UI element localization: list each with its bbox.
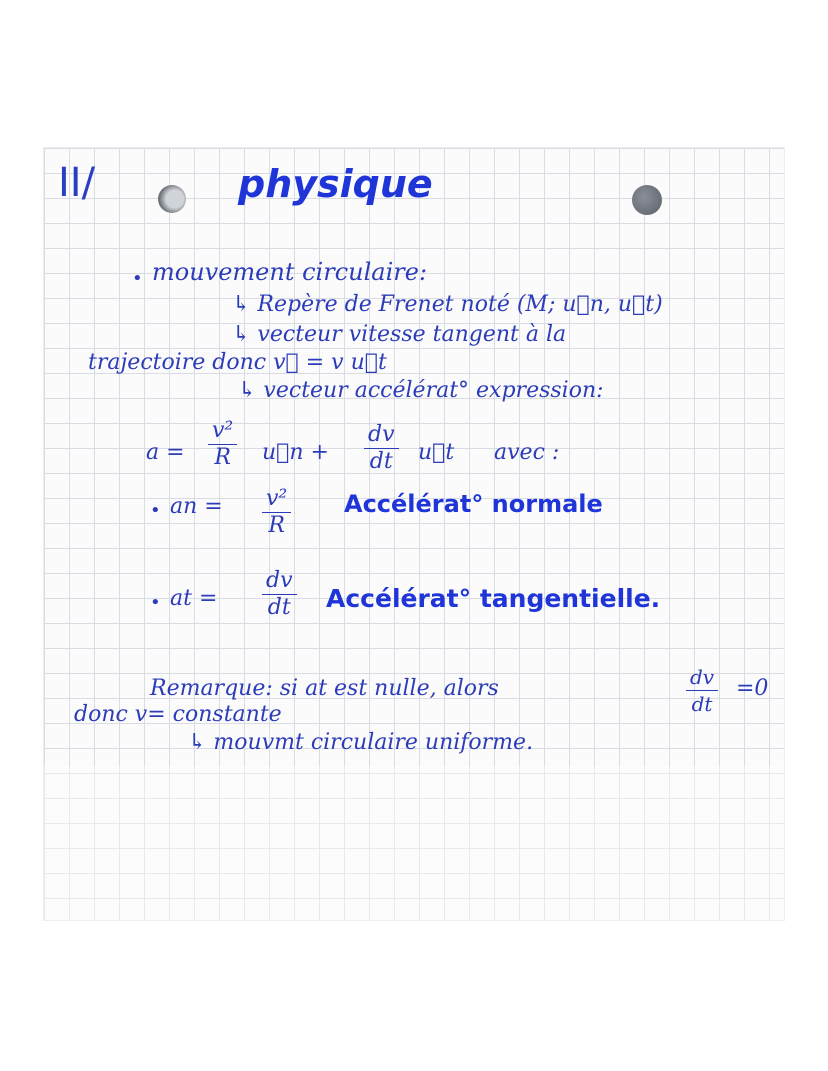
formula-term1-vector: u⃗n + bbox=[262, 440, 329, 465]
formula-term1-denominator: R bbox=[214, 445, 231, 470]
remark-denominator: dt bbox=[691, 692, 713, 716]
bullet-dot: • bbox=[150, 500, 161, 521]
binder-hole-left bbox=[158, 185, 186, 213]
tangential-numerator: dv bbox=[262, 568, 297, 595]
remark-numerator: dv bbox=[686, 664, 718, 691]
tangential-fraction bbox=[262, 568, 297, 621]
normal-lhs: an = bbox=[170, 494, 223, 519]
formula-term2-fraction bbox=[364, 422, 399, 475]
formula-term2-vector: u⃗t bbox=[418, 440, 455, 465]
remark-line1: Remarque: si at est nulle, alors bbox=[150, 676, 499, 701]
remark-equals-zero: =0 bbox=[736, 676, 769, 701]
frenet-line: ↳ Repère de Frenet noté (M; u⃗n, u⃗t) bbox=[232, 292, 663, 317]
remark-line2: donc v= constante bbox=[74, 702, 282, 727]
formula-term1-fraction bbox=[208, 418, 237, 471]
intro-line: mouvement circulaire: bbox=[152, 258, 428, 286]
remark-fraction bbox=[686, 664, 718, 717]
bullet-dot: • bbox=[150, 592, 161, 613]
normal-fraction bbox=[262, 486, 291, 539]
formula-term2-numerator: dv bbox=[364, 422, 399, 449]
trajectoire-line: trajectoire donc v⃗ = v u⃗t bbox=[88, 350, 387, 375]
acceleration-line: ↳ vecteur accélérat° expression: bbox=[238, 378, 604, 403]
formula-term2-denominator: dt bbox=[369, 449, 393, 474]
vitesse-line: ↳ vecteur vitesse tangent à la bbox=[232, 322, 567, 347]
formula-lhs: a = bbox=[146, 440, 185, 465]
tangential-denominator: dt bbox=[267, 595, 291, 620]
normal-label: Accélérat° normale bbox=[344, 490, 603, 518]
formula-term1-numerator: v² bbox=[208, 418, 237, 445]
binder-hole-right bbox=[632, 185, 662, 215]
tangential-lhs: at = bbox=[170, 586, 218, 611]
tangential-label: Accélérat° tangentielle. bbox=[326, 584, 661, 613]
bullet-dot: • bbox=[132, 268, 143, 289]
normal-denominator: R bbox=[268, 513, 285, 538]
section-number: II/ bbox=[58, 160, 96, 206]
remark-line3: ↳ mouvmt circulaire uniforme. bbox=[188, 730, 534, 755]
page-title: physique bbox=[238, 162, 433, 206]
formula-suffix: avec : bbox=[494, 440, 560, 465]
normal-numerator: v² bbox=[262, 486, 291, 513]
